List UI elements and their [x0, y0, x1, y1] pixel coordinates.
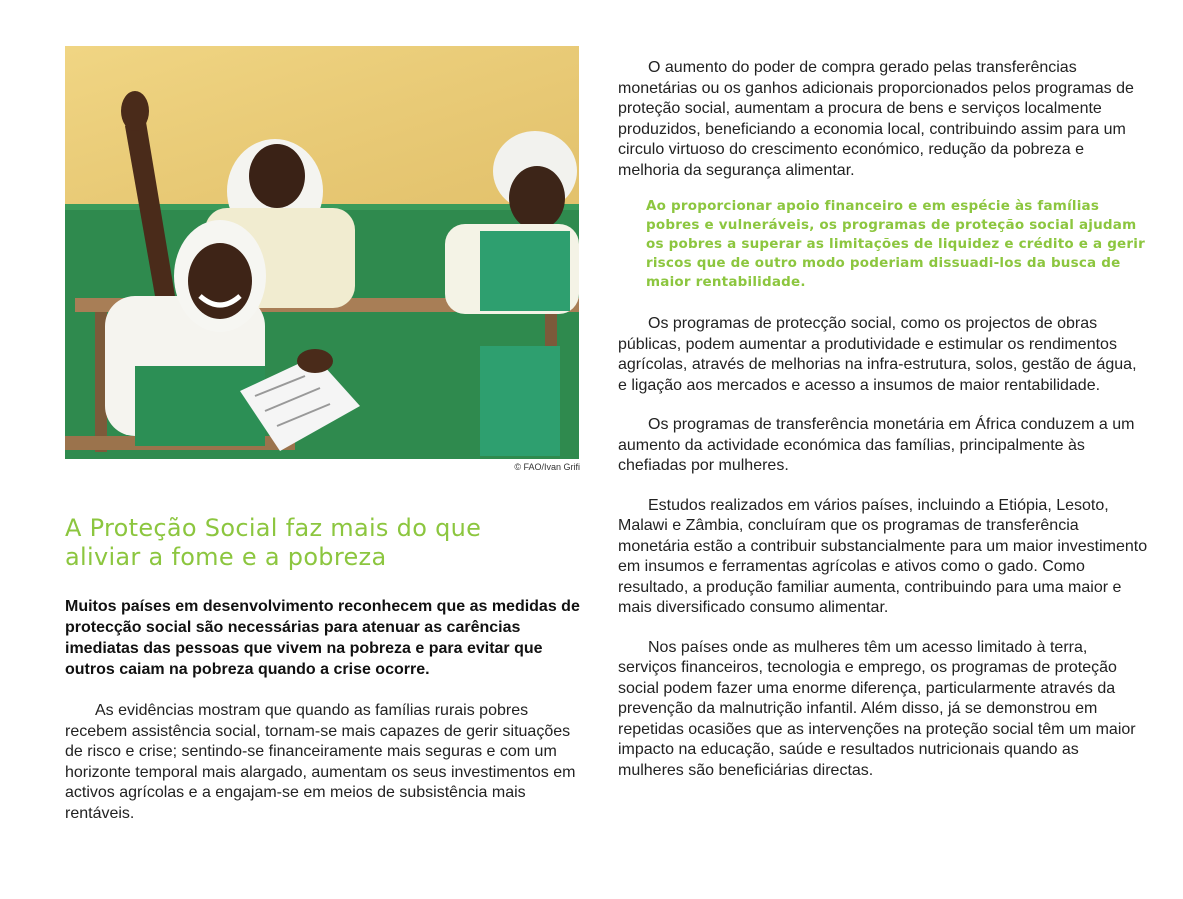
- right-column: [618, 58, 1148, 800]
- left-column: [65, 46, 580, 824]
- left-body-paragraph: As evidências mostram que quando as famílias rurais pobres recebem assistência social, tornam-se mais capazes de gerir situações de risco e crise; sentindo-se financeiramente mais seguras e com um horizonte temporal mais alargado, aumentam os seus investimentos em activos agrícolas e a engajam-se em meios de subsistência mais rentáveis.: [65, 702, 576, 822]
- heading-line-2: aliviar a fome e a pobreza: [65, 543, 387, 571]
- classroom-photo: [65, 46, 579, 459]
- heading-line-1: A Proteção Social faz mais do que: [65, 514, 482, 542]
- photo-credit: © FAO/Ivan Grifi: [514, 462, 580, 472]
- lead-paragraph: Muitos países em desenvolvimento reconhecem que as medidas de protecção social são necessárias para atenuar as carências imediatas das pessoas que vivem na pobreza e para evitar que outros caiam na pobreza quando a crise ocorre.: [65, 598, 580, 678]
- body-paragraph-studies: Estudos realizados em vários países, incluindo a Etiópia, Lesoto, Malawi e Zâmbia, concluíram que os programas de transferência monetária estão a contribuir substancialmente para um maior investimento em insumos e ferramentas agrícolas e ativos como o gado. Como resultado, a produção familiar aumenta, contribuindo para uma maior e mais diversificado consumo alimentar.: [618, 496, 1148, 616]
- body-paragraph-women: Nos países onde as mulheres têm um acesso limitado à terra, serviços financeiros, tecnologia e emprego, os programas de proteção social podem fazer uma enorme diferença, particularmente através da prevenção da malnutrição infantil. Além disso, já se demonstrou em repetidas ocasiões que as intervenções na proteção social têm um maior impacto na educação, saúde e resultados nutricionais quando as mulheres são beneficiárias directas.: [618, 638, 1136, 779]
- pull-quote: Ao proporcionar apoio financeiro e em espécie às famílias pobres e vulneráveis, os programas de proteção social ajudam os pobres a superar as limitações de liquidez e crédito e a gerir riscos que de outro modo poderiam dissuadi-los da busca de maior rentabilidade.: [646, 198, 1145, 290]
- intro-paragraph: O aumento do poder de compra gerado pelas transferências monetárias ou os ganhos adicionais proporcionados pelos programas de proteção social, aumentam a procura de bens e serviços localmente produzidos, beneficiando a economia local, contribuindo assim para um circulo virtuoso do crescimento económico, redução da pobreza e melhoria da segurança alimentar.: [618, 59, 1134, 179]
- section-heading: [65, 514, 580, 572]
- body-paragraph-cash-transfers: Os programas de transferência monetária em África conduzem a um aumento da actividade económica das famílias, principalmente às chefiadas por mulheres.: [618, 416, 1135, 474]
- body-paragraph-public-works: Os programas de protecção social, como os projectos de obras públicas, podem aumentar a produtividade e estimular os rendimentos agrícolas, através de melhorias na infra-estrutura, solos, gestão de água, e ligação aos mercados e acesso a insumos de maior rentabilidade.: [618, 315, 1137, 394]
